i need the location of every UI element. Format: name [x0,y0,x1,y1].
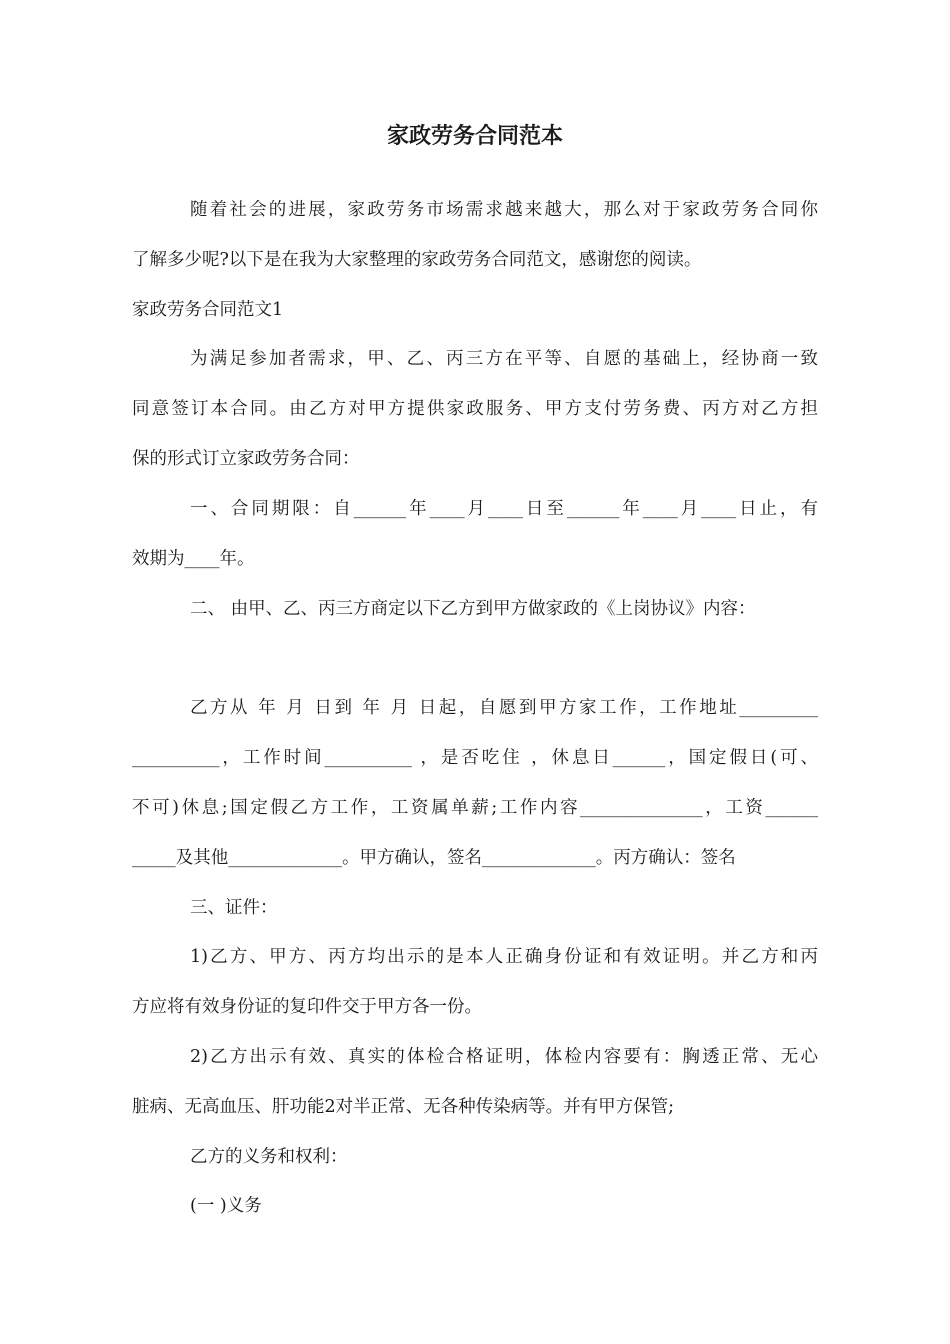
clause-3-item-2-line-1: 2)乙方出示有效、真实的体检合格证明，体检内容要有：胸透正常、无心 [190,1047,818,1067]
preamble-line-1: 为满足参加者需求，甲、乙、丙三方在平等、自愿的基础上，经协商一致 [190,349,818,369]
clause-3-item-2-line-2: 脏病、无高血压、肝功能2对半正常、无各种传染病等。并有甲方保管; [132,1097,675,1117]
agreement-line-4: _____及其他_____________。甲方确认，签名_____________。丙方确认：签名 [132,848,736,868]
duties-rights-heading: 乙方的义务和权利： [190,1147,348,1167]
clause-1-line-1: 一、合同期限：自______年____月____日至______年____月____日止，有 [190,499,818,519]
intro-line-1: 随着社会的进展，家政劳务市场需求越来越大，那么对于家政劳务合同你 [190,200,818,220]
clause-3-heading: 三、证件： [190,898,278,918]
clause-3-item-1-line-2: 方应将有效身份证的复印件交于甲方各一份。 [132,997,482,1017]
clause-1-line-2: 效期为____年。 [132,549,255,569]
duties-subheading: (一 )义务 [190,1196,262,1216]
preamble-line-2: 同意签订本合同。由乙方对甲方提供家政服务、甲方支付劳务费、丙方对乙方担 [132,399,818,419]
agreement-line-1: 乙方从 年 月 日到 年 月 日起，自愿到甲方家工作，工作地址_________ [190,698,818,718]
preamble-line-3: 保的形式订立家政劳务合同： [132,449,360,469]
intro-line-2: 了解多少呢?以下是在我为大家整理的家政劳务合同范文，感谢您的阅读。 [132,250,702,270]
section-heading-sample-1: 家政劳务合同范文1 [132,300,284,320]
agreement-line-3: 不可)休息;国定假乙方工作，工资属单薪;工作内容______________，工资______ [132,798,818,818]
clause-2-heading: 二、 由甲、乙、丙三方商定以下乙方到甲方做家政的《上岗协议》内容： [190,599,756,619]
clause-3-item-1-line-1: 1)乙方、甲方、丙方均出示的是本人正确身份证和有效证明。并乙方和丙 [190,947,818,967]
agreement-line-2: __________，工作时间__________ ，是否吃住 ，休息日______，国定假日(可、 [132,748,818,768]
document-title: 家政劳务合同范本 [386,124,563,149]
